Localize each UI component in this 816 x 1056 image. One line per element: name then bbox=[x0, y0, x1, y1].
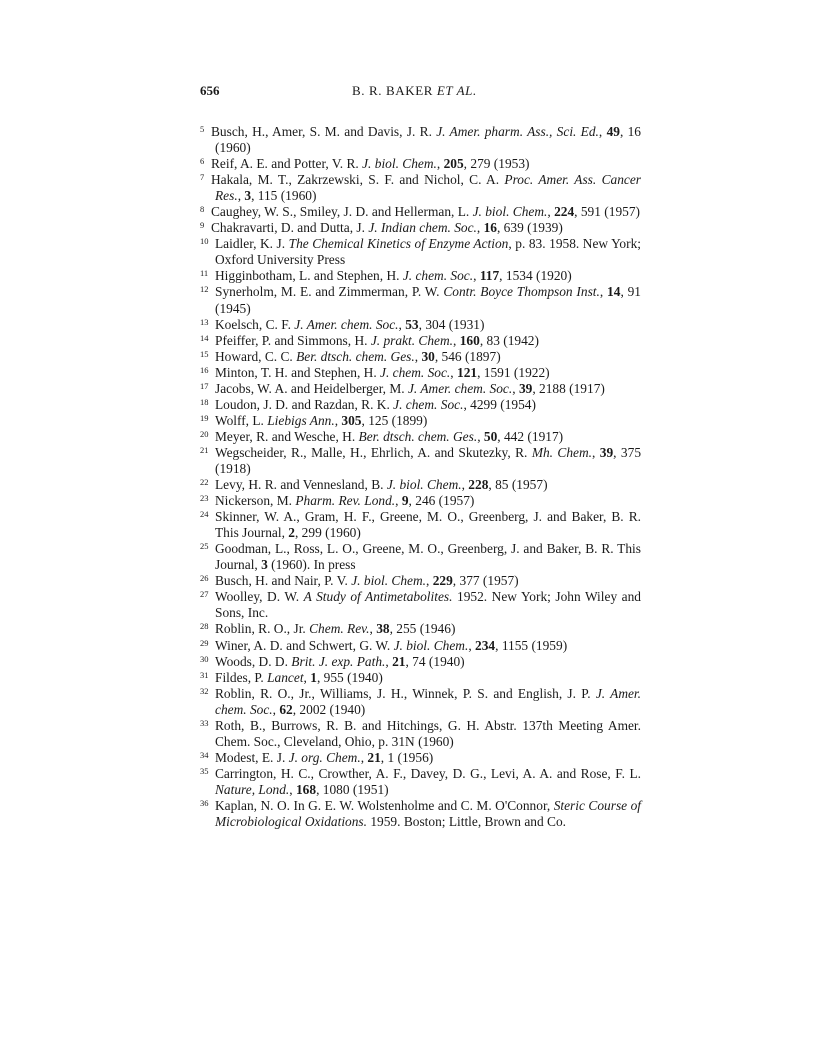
reference-text: Wegscheider, R., Malle, H., Ehrlich, A. and Skutezky, R. bbox=[215, 444, 532, 460]
reference-text: Goodman, L., Ross, L. O., Greene, M. O., Greenberg, J. and Baker, B. R. This Journal, bbox=[215, 541, 641, 573]
reference-volume: 234 bbox=[475, 637, 496, 653]
reference-text: Pfeiffer, P. and Simmons, H. bbox=[215, 332, 371, 348]
reference-volume: 62 bbox=[279, 701, 293, 717]
reference-entry: 35 Carrington, H. C., Crowther, A. F., Davey, D. G., Levi, A. A. and Rose, F. L. Nature, Lond., 168, 1080 (1951) bbox=[200, 765, 641, 797]
reference-text: , 279 (1953) bbox=[463, 156, 530, 172]
reference-entry: 15 Howard, C. C. Ber. dtsch. chem. Ges., 30, 546 (1897) bbox=[200, 348, 501, 364]
reference-text: Jacobs, W. A. and Heidelberger, M. bbox=[215, 380, 408, 396]
reference-title: J. prakt. Chem. bbox=[370, 332, 454, 348]
reference-text: , 546 (1897) bbox=[434, 348, 501, 364]
reference-text: , 299 (1960) bbox=[294, 525, 361, 541]
reference-text: , bbox=[477, 428, 484, 444]
reference-title: J. Amer. chem. Soc. bbox=[294, 316, 399, 332]
reference-title: J. Amer. chem. Soc. bbox=[407, 380, 513, 396]
reference-entry: 33 Roth, B., Burrows, R. B. and Hitchings, G. H. Abstr. 137th Meeting Amer. Chem. Soc., Cleveland, Ohio, p. 31N (1960) bbox=[200, 717, 641, 749]
reference-text: , bbox=[360, 749, 368, 765]
reference-volume: 3 bbox=[244, 188, 252, 204]
reference-volume: 224 bbox=[554, 204, 575, 220]
reference-entry: 19 Wolff, L. Liebigs Ann., 305, 125 (1899) bbox=[200, 412, 428, 428]
reference-text: , bbox=[289, 781, 296, 797]
reference-title: J. Amer. chem. Soc. bbox=[215, 685, 642, 717]
reference-text: , 639 (1939) bbox=[496, 220, 563, 236]
reference-text: , 955 (1940) bbox=[316, 669, 383, 685]
reference-title: J. biol. Chem. bbox=[351, 573, 426, 589]
reference-text: , bbox=[272, 701, 280, 717]
reference-title: Brit. J. exp. Path. bbox=[291, 653, 386, 669]
reference-entry: 12 Synerholm, M. E. and Zimmerman, P. W. Contr. Boyce Thompson Inst., 14, 91 (1945) bbox=[200, 284, 641, 316]
reference-text: Meyer, R. and Wesche, H. bbox=[215, 428, 359, 444]
reference-volume: 160 bbox=[459, 332, 480, 348]
reference-text: , bbox=[512, 380, 519, 396]
reference-text: Levy, H. R. and Vennesland, B. bbox=[215, 477, 387, 493]
reference-text: , bbox=[473, 268, 480, 284]
reference-text: Howard, C. C. bbox=[215, 348, 297, 364]
reference-volume: 228 bbox=[468, 477, 489, 493]
reference-text: Higginbotham, L. and Stephen, H. bbox=[215, 268, 403, 284]
reference-title: Mh. Chem. bbox=[531, 444, 593, 460]
reference-entry: 8 Caughey, W. S., Smiley, J. D. and Hellerman, L. J. biol. Chem., 224, 591 (1957) bbox=[200, 204, 640, 220]
reference-title: J. Amer. pharm. Ass., Sci. Ed. bbox=[436, 124, 599, 139]
reference-entry: 25 Goodman, L., Ross, L. O., Greene, M. O., Greenberg, J. and Baker, B. R. This Journal, 3 (1960). In press bbox=[200, 541, 641, 573]
reference-text: Chakravarti, D. and Dutta, J. bbox=[211, 220, 369, 236]
reference-text: , 304 (1931) bbox=[418, 316, 485, 332]
reference-entry: 23 Nickerson, M. Pharm. Rev. Lond., 9, 246 (1957) bbox=[200, 493, 475, 509]
reference-text: Reif, A. E. and Potter, V. R. bbox=[211, 156, 363, 172]
reference-text: , 246 (1957) bbox=[408, 493, 475, 509]
reference-volume: 2 bbox=[288, 525, 295, 541]
reference-entry: 22 Levy, H. R. and Vennesland, B. J. biol. Chem., 228, 85 (1957) bbox=[200, 477, 548, 493]
reference-entry: 7 Hakala, M. T., Zakrzewski, S. F. and Nichol, C. A. Proc. Amer. Ass. Cancer Res., 3, 115 (1960) bbox=[200, 172, 641, 204]
reference-text: Laidler, K. J. bbox=[215, 236, 289, 252]
reference-volume: 39 bbox=[599, 444, 614, 460]
reference-entry: 17 Jacobs, W. A. and Heidelberger, M. J. Amer. chem. Soc., 39, 2188 (1917) bbox=[200, 380, 605, 396]
reference-text: , 375 (1918) bbox=[215, 444, 642, 476]
reference-volume: 21 bbox=[392, 653, 406, 669]
reference-text: , bbox=[237, 188, 245, 204]
reference-entry: 5 Busch, H., Amer, S. M. and Davis, J. R. J. Amer. pharm. Ass., Sci. Ed., 49, 16 (1960) bbox=[200, 124, 641, 156]
reference-entry: 16 Minton, T. H. and Stephen, H. J. chem. Soc., 121, 1591 (1922) bbox=[200, 364, 550, 380]
reference-text: , 4299 (1954) bbox=[463, 396, 536, 412]
reference-text: Woolley, D. W. bbox=[215, 589, 304, 605]
reference-text: Wolff, L. bbox=[215, 412, 268, 428]
reference-entry: 14 Pfeiffer, P. and Simmons, H. J. prakt. Chem., 160, 83 (1942) bbox=[200, 332, 539, 348]
running-head-authors: B. R. BAKER bbox=[352, 83, 437, 98]
reference-text: Roblin, R. O., Jr., Williams, J. H., Winnek, P. S. and English, J. P. bbox=[215, 685, 596, 701]
reference-title: J. Indian chem. Soc. bbox=[368, 220, 477, 236]
reference-text: Roth, B., Burrows, R. B. and Hitchings, G. H. Abstr. 137th Meeting Amer. Chem. Soc., Cleveland, Ohio, p. 31N (1960) bbox=[215, 717, 641, 749]
reference-text: Carrington, H. C., Crowther, A. F., Davey, D. G., Levi, A. A. and Rose, F. L. bbox=[215, 765, 641, 781]
reference-entry: 32 Roblin, R. O., Jr., Williams, J. H., Winnek, P. S. and English, J. P. J. Amer. chem. Soc., 62, 2002 (1940) bbox=[200, 685, 642, 717]
reference-text: , 591 (1957) bbox=[574, 204, 640, 220]
reference-text: , 83 (1942) bbox=[479, 332, 539, 348]
reference-text: Woods, D. D. bbox=[215, 653, 292, 669]
reference-text: , bbox=[369, 621, 377, 637]
reference-text: , 1 (1956) bbox=[380, 749, 434, 765]
reference-entry: 10 Laidler, K. J. The Chemical Kinetics of Enzyme Action, p. 83. 1958. New York; Oxford University Press bbox=[200, 236, 641, 268]
reference-entry: 20 Meyer, R. and Wesche, H. Ber. dtsch. chem. Ges., 50, 442 (1917) bbox=[200, 428, 564, 444]
reference-text: , bbox=[395, 493, 402, 509]
reference-title: Liebigs Ann. bbox=[267, 412, 335, 428]
reference-text: , bbox=[303, 669, 311, 685]
reference-text: Roblin, R. O., Jr. bbox=[215, 621, 310, 637]
reference-text: , 1534 (1920) bbox=[499, 268, 572, 284]
reference-text: Koelsch, C. F. bbox=[215, 316, 295, 332]
reference-title: The Chemical Kinetics of Enzyme Action bbox=[288, 236, 509, 252]
reference-title: J. biol. Chem. bbox=[386, 477, 462, 493]
reference-text: 1959. Boston; Little, Brown and Co. bbox=[367, 814, 566, 830]
reference-text: , 2002 (1940) bbox=[292, 701, 366, 717]
reference-volume: 30 bbox=[421, 348, 435, 364]
reference-text: , 85 (1957) bbox=[488, 477, 548, 493]
reference-text: , 442 (1917) bbox=[497, 428, 564, 444]
reference-volume: 205 bbox=[443, 156, 464, 172]
reference-entry: 27 Woolley, D. W. A Study of Antimetabolites. 1952. New York; John Wiley and Sons, Inc. bbox=[200, 589, 641, 621]
reference-title: Steric Course of Microbiological Oxidations. bbox=[215, 797, 641, 830]
reference-volume: 16 bbox=[483, 220, 497, 236]
reference-text: Minton, T. H. and Stephen, H. bbox=[215, 364, 381, 380]
reference-entry: 9 Chakravarti, D. and Dutta, J. J. Indian chem. Soc., 16, 639 (1939) bbox=[200, 220, 563, 236]
reference-entry: 28 Roblin, R. O., Jr. Chem. Rev., 38, 255 (1946) bbox=[200, 621, 456, 637]
reference-text: , p. 83. 1958. New York; Oxford University Press bbox=[215, 236, 641, 268]
reference-title: Ber. dtsch. chem. Ges. bbox=[358, 428, 478, 444]
reference-text: , bbox=[414, 348, 422, 364]
reference-text: , 255 (1946) bbox=[389, 621, 456, 637]
reference-volume: 229 bbox=[432, 573, 453, 589]
reference-text: Winer, A. D. and Schwert, G. W. bbox=[215, 637, 394, 653]
reference-text: , bbox=[426, 573, 433, 589]
reference-text: , 91 (1945) bbox=[215, 284, 641, 316]
reference-text: Modest, E. J. bbox=[215, 749, 289, 765]
reference-volume: 14 bbox=[607, 284, 621, 300]
reference-text: , bbox=[598, 124, 607, 139]
reference-text: Caughey, W. S., Smiley, J. D. and Hellerman, L. bbox=[211, 204, 473, 220]
reference-text: , bbox=[476, 220, 484, 236]
reference-volume: 121 bbox=[457, 364, 478, 380]
reference-text: , 1155 (1959) bbox=[495, 637, 568, 653]
page-number: 656 bbox=[200, 83, 220, 98]
reference-text: Hakala, M. T., Zakrzewski, S. F. and Nichol, C. A. bbox=[211, 172, 505, 188]
reference-title: Contr. Boyce Thompson Inst. bbox=[443, 284, 600, 300]
reference-text: Nickerson, M. bbox=[215, 493, 296, 509]
reference-volume: 3 bbox=[261, 557, 268, 573]
running-header bbox=[200, 83, 641, 101]
running-head-etal: ET AL. bbox=[436, 83, 477, 98]
reference-entry: 34 Modest, E. J. J. org. Chem., 21, 1 (1956) bbox=[200, 749, 434, 765]
reference-title: J. chem. Soc. bbox=[393, 396, 464, 412]
reference-text: 1952. New York; John Wiley and Sons, Inc. bbox=[215, 589, 641, 621]
reference-text: , bbox=[592, 444, 600, 460]
reference-text: Busch, H. and Nair, P. V. bbox=[215, 573, 352, 589]
reference-text: , 16 (1960) bbox=[215, 124, 641, 156]
reference-text: , 1591 (1922) bbox=[477, 364, 550, 380]
reference-title: Chem. Rev. bbox=[309, 621, 370, 637]
reference-text: Busch, H., Amer, S. M. and Davis, J. R. bbox=[211, 124, 437, 139]
reference-volume: 49 bbox=[606, 124, 620, 139]
reference-title: J. chem. Soc. bbox=[380, 364, 451, 380]
reference-title: J. biol. Chem. bbox=[472, 204, 548, 220]
reference-text: , bbox=[450, 364, 457, 380]
reference-text: Loudon, J. D. and Razdan, R. K. bbox=[215, 396, 394, 412]
reference-entry: 30 Woods, D. D. Brit. J. exp. Path., 21, 74 (1940) bbox=[200, 653, 465, 669]
reference-text: , 377 (1957) bbox=[452, 573, 519, 589]
reference-entry: 36 Kaplan, N. O. In G. E. W. Wolstenholme and C. M. O'Connor, Steric Course of Microbiological Oxidations. 1959. Boston; Little, Brown and Co. bbox=[200, 797, 641, 830]
reference-title: Ber. dtsch. chem. Ges. bbox=[296, 348, 415, 364]
reference-entry: 21 Wegscheider, R., Malle, H., Ehrlich, A. and Skutezky, R. Mh. Chem., 39, 375 (1918) bbox=[200, 444, 642, 476]
reference-title: J. org. Chem. bbox=[288, 749, 361, 765]
reference-title: Proc. Amer. Ass. Cancer Res. bbox=[215, 172, 641, 204]
reference-text: , bbox=[398, 316, 406, 332]
reference-text: , bbox=[468, 637, 476, 653]
reference-title: J. biol. Chem. bbox=[362, 156, 437, 172]
reference-volume: 50 bbox=[483, 428, 498, 444]
running-head bbox=[352, 83, 477, 99]
reference-text: Kaplan, N. O. In G. E. W. Wolstenholme and C. M. O'Connor, bbox=[215, 797, 554, 813]
reference-text: Synerholm, M. E. and Zimmerman, P. W. bbox=[215, 284, 444, 300]
reference-text: , bbox=[334, 412, 342, 428]
reference-text: , bbox=[461, 477, 469, 493]
reference-text: (1960). In press bbox=[267, 557, 356, 573]
reference-volume: 21 bbox=[367, 749, 381, 765]
reference-volume: 305 bbox=[341, 412, 362, 428]
reference-text: , bbox=[547, 204, 555, 220]
reference-text: , 1080 (1951) bbox=[316, 781, 389, 797]
reference-text: , bbox=[599, 284, 608, 300]
reference-text: Skinner, W. A., Gram, H. F., Greene, M. O., Greenberg, J. and Baker, B. R. This Journal, bbox=[215, 509, 641, 541]
reference-volume: 168 bbox=[295, 781, 317, 797]
reference-volume: 38 bbox=[376, 621, 390, 637]
reference-title: J. chem. Soc. bbox=[402, 268, 474, 284]
reference-text: , 74 (1940) bbox=[405, 653, 465, 669]
reference-text: , 2188 (1917) bbox=[532, 380, 605, 396]
reference-volume: 9 bbox=[401, 493, 409, 509]
reference-text: Fildes, P. bbox=[215, 669, 268, 685]
reference-volume: 39 bbox=[518, 380, 533, 396]
reference-entry: 24 Skinner, W. A., Gram, H. F., Greene, M. O., Greenberg, J. and Baker, B. R. This Journal, 2, 299 (1960) bbox=[200, 509, 641, 541]
reference-text: , bbox=[436, 156, 444, 172]
reference-text: , bbox=[453, 332, 460, 348]
reference-entry: 29 Winer, A. D. and Schwert, G. W. J. biol. Chem., 234, 1155 (1959) bbox=[200, 637, 568, 653]
reference-text: , 115 (1960) bbox=[251, 188, 317, 204]
reference-text: , 125 (1899) bbox=[361, 412, 428, 428]
reference-volume: 53 bbox=[405, 316, 419, 332]
reference-volume: 1 bbox=[310, 669, 317, 685]
reference-title: Nature, Lond. bbox=[215, 781, 290, 797]
reference-title: Lancet bbox=[267, 669, 304, 685]
reference-entry: 13 Koelsch, C. F. J. Amer. chem. Soc., 53, 304 (1931) bbox=[200, 316, 485, 332]
reference-list bbox=[200, 124, 641, 830]
reference-entry: 6 Reif, A. E. and Potter, V. R. J. biol. Chem., 205, 279 (1953) bbox=[200, 156, 530, 172]
reference-text: , bbox=[385, 653, 393, 669]
reference-title: Pharm. Rev. Lond. bbox=[295, 493, 396, 509]
reference-volume: 117 bbox=[479, 268, 500, 284]
reference-entry: 31 Fildes, P. Lancet, 1, 955 (1940) bbox=[200, 669, 383, 685]
reference-entry: 18 Loudon, J. D. and Razdan, R. K. J. chem. Soc., 4299 (1954) bbox=[200, 396, 536, 412]
reference-title: A Study of Antimetabolites. bbox=[303, 589, 453, 605]
reference-title: J. biol. Chem. bbox=[393, 637, 469, 653]
reference-entry: 26 Busch, H. and Nair, P. V. J. biol. Chem., 229, 377 (1957) bbox=[200, 573, 519, 589]
reference-entry: 11 Higginbotham, L. and Stephen, H. J. chem. Soc., 117, 1534 (1920) bbox=[200, 268, 572, 284]
